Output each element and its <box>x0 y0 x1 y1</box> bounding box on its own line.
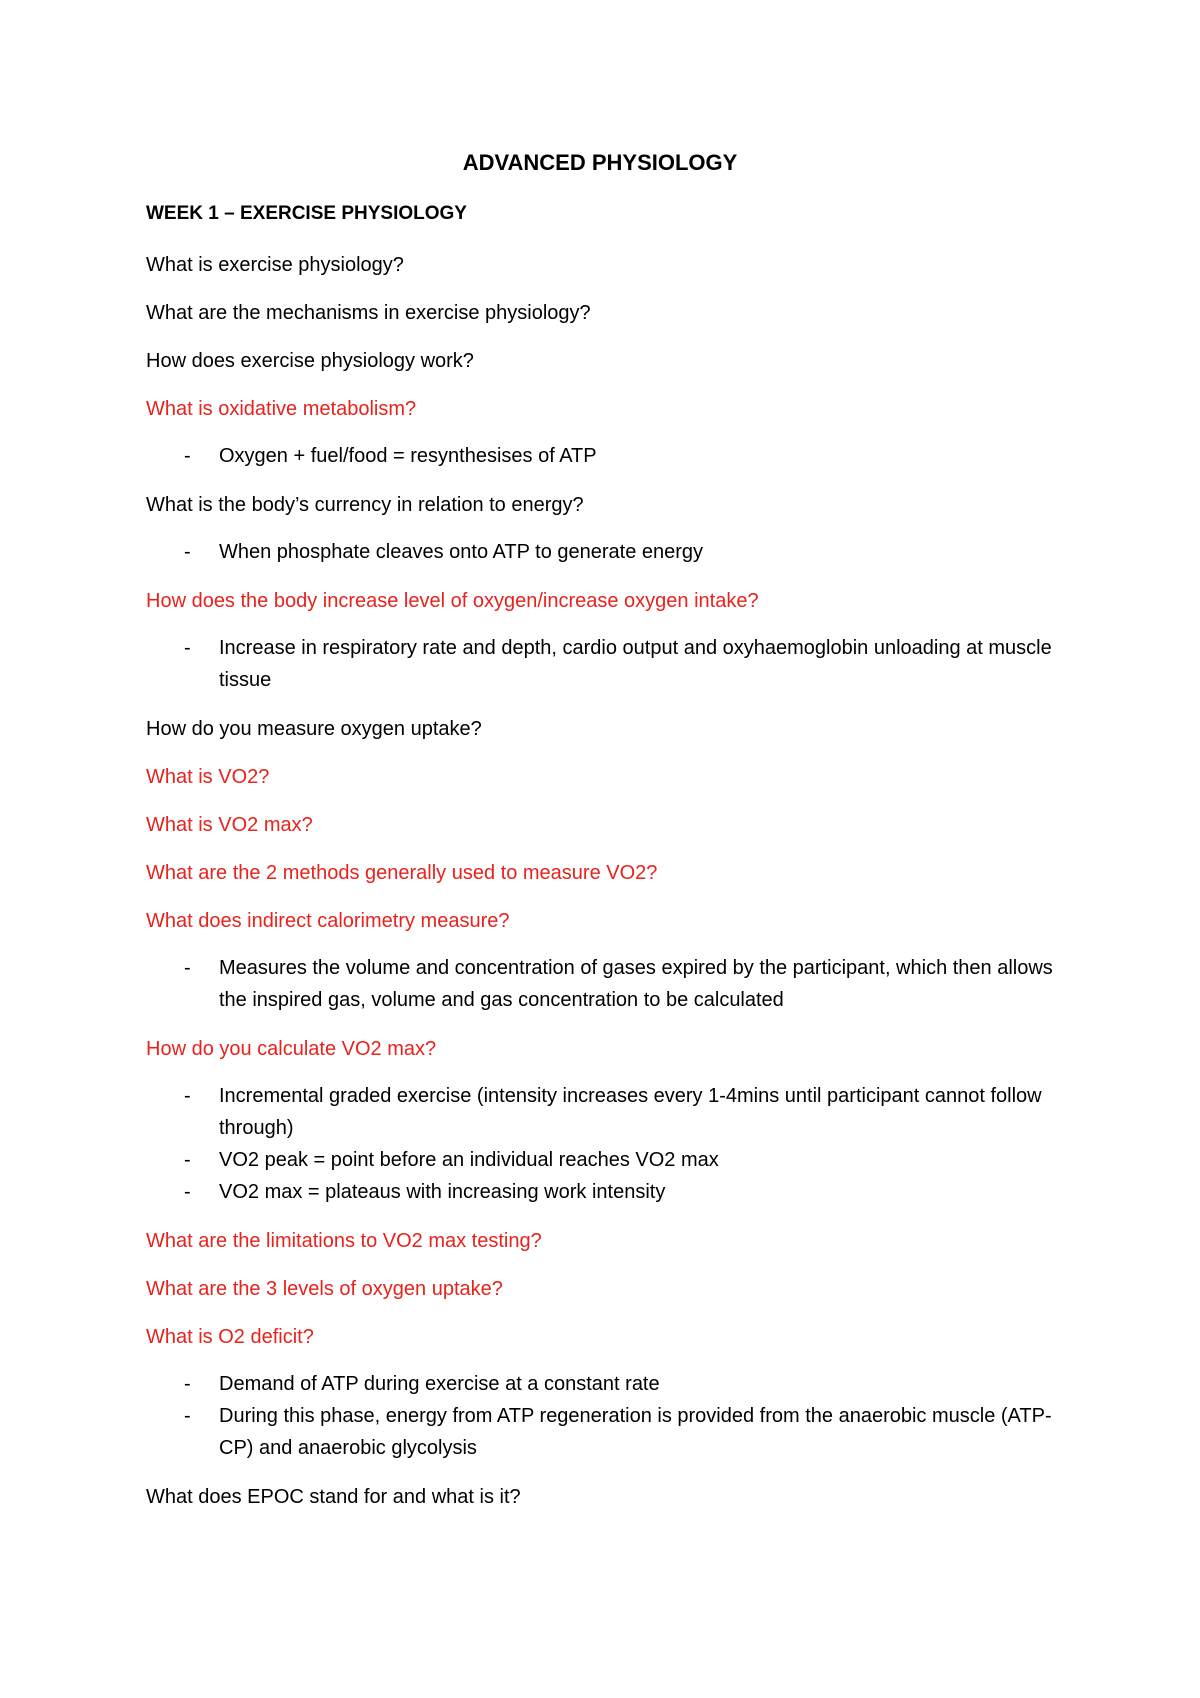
bullet-text: Increase in respiratory rate and depth, cardio output and oxyhaemoglobin unloading at muscle tissue <box>219 637 1052 691</box>
section-heading: WEEK 1 – EXERCISE PHYSIOLOGY <box>146 203 467 224</box>
question: What does indirect calorimetry measure? <box>146 910 510 932</box>
bullet-text: Incremental graded exercise (intensity increases every 1-4mins until participant cannot follow through) <box>219 1085 1042 1139</box>
bullet-text: During this phase, energy from ATP regeneration is provided from the anaerobic muscle (ATP-CP) and anaerobic glycolysis <box>219 1405 1052 1459</box>
bullet-text: Oxygen + fuel/food = resynthesises of ATP <box>219 445 597 467</box>
bullet-marker: - <box>184 957 191 979</box>
question: How does exercise physiology work? <box>146 350 474 372</box>
question: What is oxidative metabolism? <box>146 398 417 420</box>
question: What are the 3 levels of oxygen uptake? <box>146 1278 503 1300</box>
document-title: ADVANCED PHYSIOLOGY <box>462 150 738 175</box>
bullet-text: Measures the volume and concentration of gases expired by the participant, which then allows the inspired gas, volume and gas concentration to be calculated <box>219 957 1053 1011</box>
bullet-marker: - <box>184 637 191 659</box>
question: What are the 2 methods generally used to measure VO2? <box>146 862 658 884</box>
question: What is exercise physiology? <box>146 254 404 276</box>
bullet-marker: - <box>184 1181 191 1203</box>
bullet-marker: - <box>184 1149 191 1171</box>
bullet-marker: - <box>184 1373 191 1395</box>
question: How does the body increase level of oxygen/increase oxygen intake? <box>146 590 759 612</box>
bullet-text: When phosphate cleaves onto ATP to generate energy <box>219 541 704 563</box>
bullet-marker: - <box>184 445 191 467</box>
question: How do you calculate VO2 max? <box>146 1038 437 1060</box>
bullet-marker: - <box>184 1405 191 1427</box>
question: What are the limitations to VO2 max testing? <box>146 1230 542 1252</box>
question: What is O2 deficit? <box>146 1326 314 1348</box>
bullet-text: VO2 max = plateaus with increasing work intensity <box>219 1181 666 1203</box>
question: What is the body’s currency in relation to energy? <box>146 494 584 516</box>
bullet-marker: - <box>184 541 191 563</box>
bullet-text: Demand of ATP during exercise at a constant rate <box>219 1373 660 1395</box>
question: What is VO2? <box>146 766 270 788</box>
question: What does EPOC stand for and what is it? <box>146 1486 521 1508</box>
question: How do you measure oxygen uptake? <box>146 718 482 740</box>
question: What are the mechanisms in exercise physiology? <box>146 302 591 324</box>
bullet-text: VO2 peak = point before an individual reaches VO2 max <box>219 1149 719 1171</box>
question: What is VO2 max? <box>146 814 313 836</box>
bullet-marker: - <box>184 1085 191 1107</box>
